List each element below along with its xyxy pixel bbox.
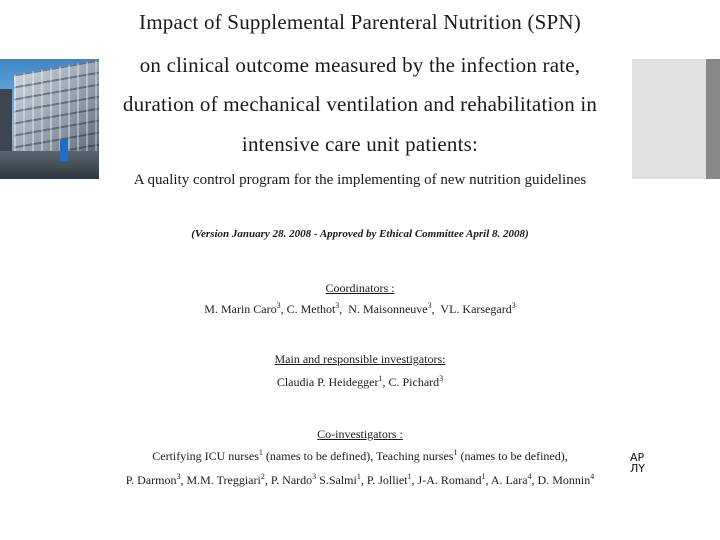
corner-logo (630, 452, 654, 474)
person-name: C. Pichard (388, 375, 440, 389)
person-name: VL. Karsegard (440, 302, 512, 316)
person-name: M.M. Treggiari (186, 473, 261, 487)
affiliation-number: 1 (453, 448, 458, 457)
affiliation-number: 1 (258, 448, 263, 457)
person-name: N. Maisonneuve (348, 302, 428, 316)
name-separator: , (411, 473, 418, 487)
affiliation-number: 2 (260, 472, 265, 481)
affiliation-number: 3 (312, 472, 317, 481)
name-separator: , (280, 302, 287, 316)
affiliation-number: 4 (590, 472, 595, 481)
name-separator: (names to be defined), (457, 449, 568, 463)
investigators-names (0, 374, 720, 390)
person-name: P. Jolliet (366, 473, 408, 487)
affiliation-number: 4 (527, 472, 532, 481)
investigators-heading: Main and responsible investigators: (274, 352, 446, 366)
person-name: P. Darmon (125, 473, 177, 487)
person-name: D. Monnin (537, 473, 591, 487)
affiliation-number: 3 (511, 301, 516, 310)
affiliation-number: 1 (378, 374, 383, 383)
version-note: (Version January 28. 2008 - Approved by Ethical Committee April 8. 2008) (191, 228, 529, 240)
name-separator: , (180, 473, 187, 487)
coordinators-heading: Coordinators : (325, 281, 395, 295)
coinvestigators-line-2 (0, 472, 720, 488)
name-separator: , (382, 375, 389, 389)
title-line-2: on clinical outcome measured by the infection rate, (139, 53, 581, 77)
person-name: M. Marin Caro (204, 302, 277, 316)
coordinators-names (0, 301, 720, 317)
coinvestigators-heading: Co-investigators : (317, 427, 403, 441)
corner-logo-line-2: ЛY (630, 462, 645, 475)
affiliation-number: 3 (335, 301, 340, 310)
affiliation-number: 3 (276, 301, 281, 310)
person-name: Teaching nurses (375, 449, 454, 463)
affiliation-number: 3 (439, 374, 444, 383)
title-line-4: intensive care unit patients: (241, 132, 479, 156)
affiliation-number: 1 (407, 472, 412, 481)
coinvestigators-line-1 (0, 448, 720, 464)
name-separator: , (485, 473, 491, 487)
name-separator: , (431, 302, 441, 316)
title-line-3: duration of mechanical ventilation and rehabilitation in (122, 92, 598, 116)
affiliation-number: 3 (427, 301, 432, 310)
person-name: S.Salmi (319, 473, 357, 487)
person-name: Certifying ICU nurses (152, 449, 259, 463)
person-name: C. Methot (286, 302, 336, 316)
person-name: J-A. Romand (417, 473, 482, 487)
person-name: P. Nardo (270, 473, 313, 487)
subtitle: A quality control program for the implementing of new nutrition guidelines (133, 172, 587, 188)
affiliation-number: 1 (356, 472, 361, 481)
person-name: A. Lara (490, 473, 528, 487)
corner-logo-line-1: AP (630, 451, 645, 464)
affiliation-number: 1 (481, 472, 486, 481)
person-name: Claudia P. Heidegger (276, 375, 379, 389)
name-separator: , (360, 473, 367, 487)
title-line-1: Impact of Supplemental Parenteral Nutrition (SPN) (139, 10, 581, 34)
name-separator: , (264, 473, 271, 487)
name-separator: , (531, 473, 538, 487)
name-separator: , (339, 302, 349, 316)
name-separator: (names to be defined), (262, 449, 376, 463)
affiliation-number: 3 (176, 472, 181, 481)
